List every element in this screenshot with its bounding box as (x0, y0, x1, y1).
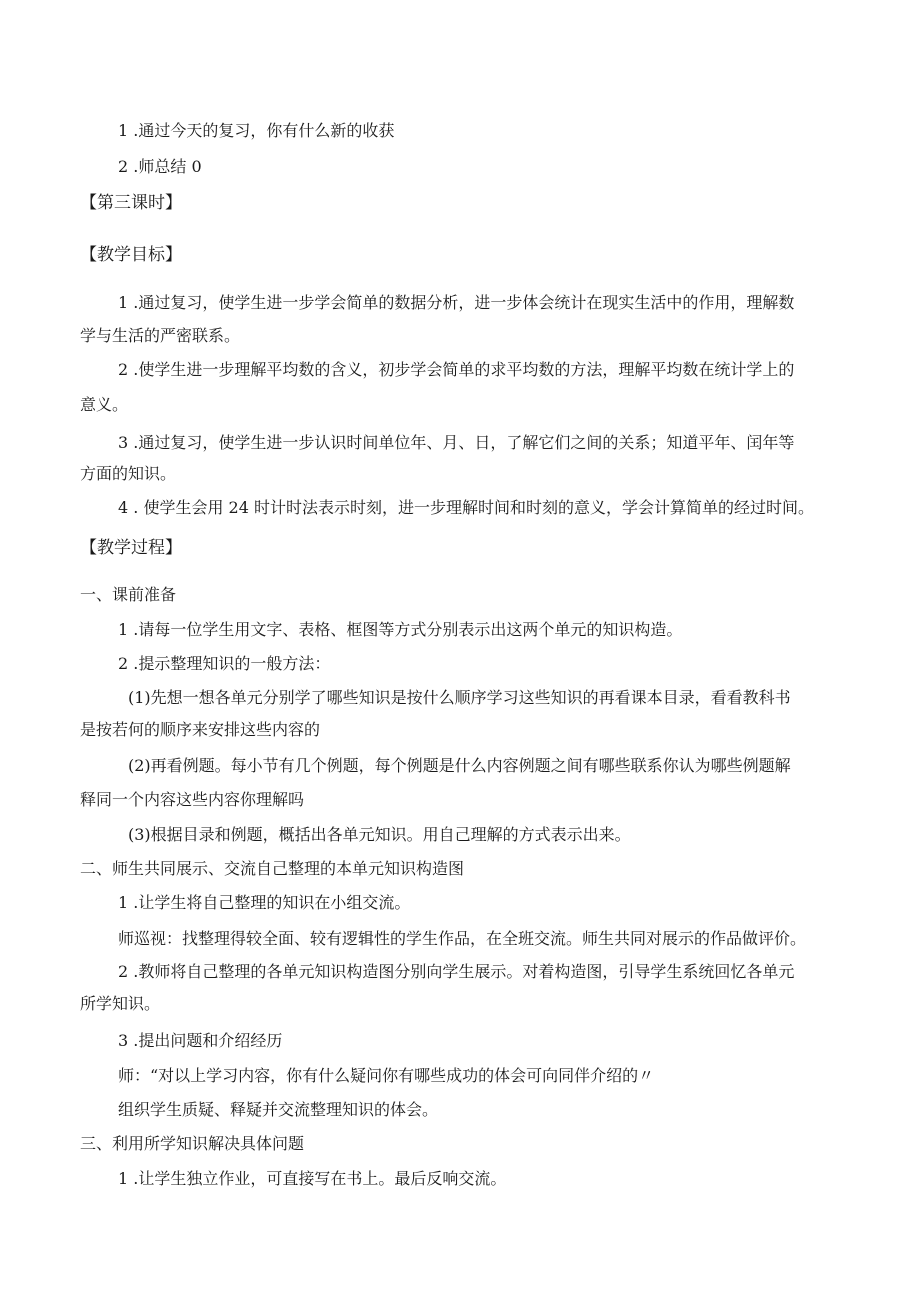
paragraph-line: 所学知识。 (80, 994, 161, 1013)
paragraph-line: 1 .请每一位学生用文字、表格、框图等方式分别表示出这两个单元的知识构造。 (118, 620, 683, 639)
paragraph-line: 师：“对以上学习内容，你有什么疑问你有哪些成功的体会可向同伴介绍的〃 (118, 1066, 655, 1085)
paragraph-line: 2 .使学生进一步理解平均数的含义，初步学会简单的求平均数的方法，理解平均数在统计学上的 (118, 360, 795, 379)
paragraph-line: 释同一个内容这些内容你理解吗 (80, 790, 305, 809)
section-heading: 【教学过程】 (80, 538, 182, 558)
paragraph-line: 2 .教师将自己整理的各单元知识构造图分别向学生展示。对着构造图，引导学生系统回忆各单元 (118, 962, 795, 981)
paragraph-line: 意义。 (80, 395, 129, 414)
paragraph-line: 3 .通过复习，使学生进一步认识时间单位年、月、日，了解它们之间的关系；知道平年、闰年等 (118, 433, 795, 452)
paragraph-line: (1)先想一想各单元分别学了哪些知识是按什么顺序学习这些知识的再看课本目录，看看教科书 (128, 688, 791, 707)
section-subheading: 一、课前准备 (80, 585, 177, 604)
paragraph-line: (2)再看例题。每小节有几个例题，每个例题是什么内容例题之间有哪些联系你认为哪些例题解 (128, 756, 791, 775)
paragraph-line: 组织学生质疑、释疑并交流整理知识的体会。 (118, 1100, 439, 1119)
paragraph-line: 2 .提示整理知识的一般方法： (118, 654, 331, 673)
paragraph-line: 1 .让学生将自己整理的知识在小组交流。 (118, 893, 411, 912)
section-subheading: 三、利用所学知识解决具体问题 (80, 1134, 305, 1153)
section-subheading: 二、师生共同展示、交流自己整理的本单元知识构造图 (80, 859, 465, 878)
paragraph-line: 是按若何的顺序来安排这些内容的 (80, 720, 321, 739)
paragraph-line: 师巡视：找整理得较全面、较有逻辑性的学生作品，在全班交流。师生共同对展示的作品做评价。 (118, 929, 807, 948)
paragraph-line: 方面的知识。 (80, 464, 177, 483)
paragraph-line: 学与生活的严密联系。 (80, 326, 241, 345)
paragraph-line: 1 .让学生独立作业，可直接写在书上。最后反响交流。 (118, 1169, 507, 1188)
paragraph-line: (3)根据目录和例题，概括出各单元知识。用自己理解的方式表示出来。 (128, 825, 631, 844)
paragraph-line: 2 .师总结 0 (118, 157, 202, 176)
section-heading: 【教学目标】 (80, 245, 182, 265)
paragraph-line: 3 .提出问题和介绍经历 (118, 1031, 283, 1050)
paragraph-line: 1 .通过今天的复习，你有什么新的收获 (118, 121, 395, 140)
section-heading: 【第三课时】 (80, 193, 182, 213)
paragraph-line: 4 . 使学生会用 24 时计时法表示时刻，进一步理解时间和时刻的意义，学会计算简单的经过时间。 (118, 498, 814, 517)
paragraph-line: 1 .通过复习，使学生进一步学会简单的数据分析，进一步体会统计在现实生活中的作用，理解数 (118, 293, 795, 312)
